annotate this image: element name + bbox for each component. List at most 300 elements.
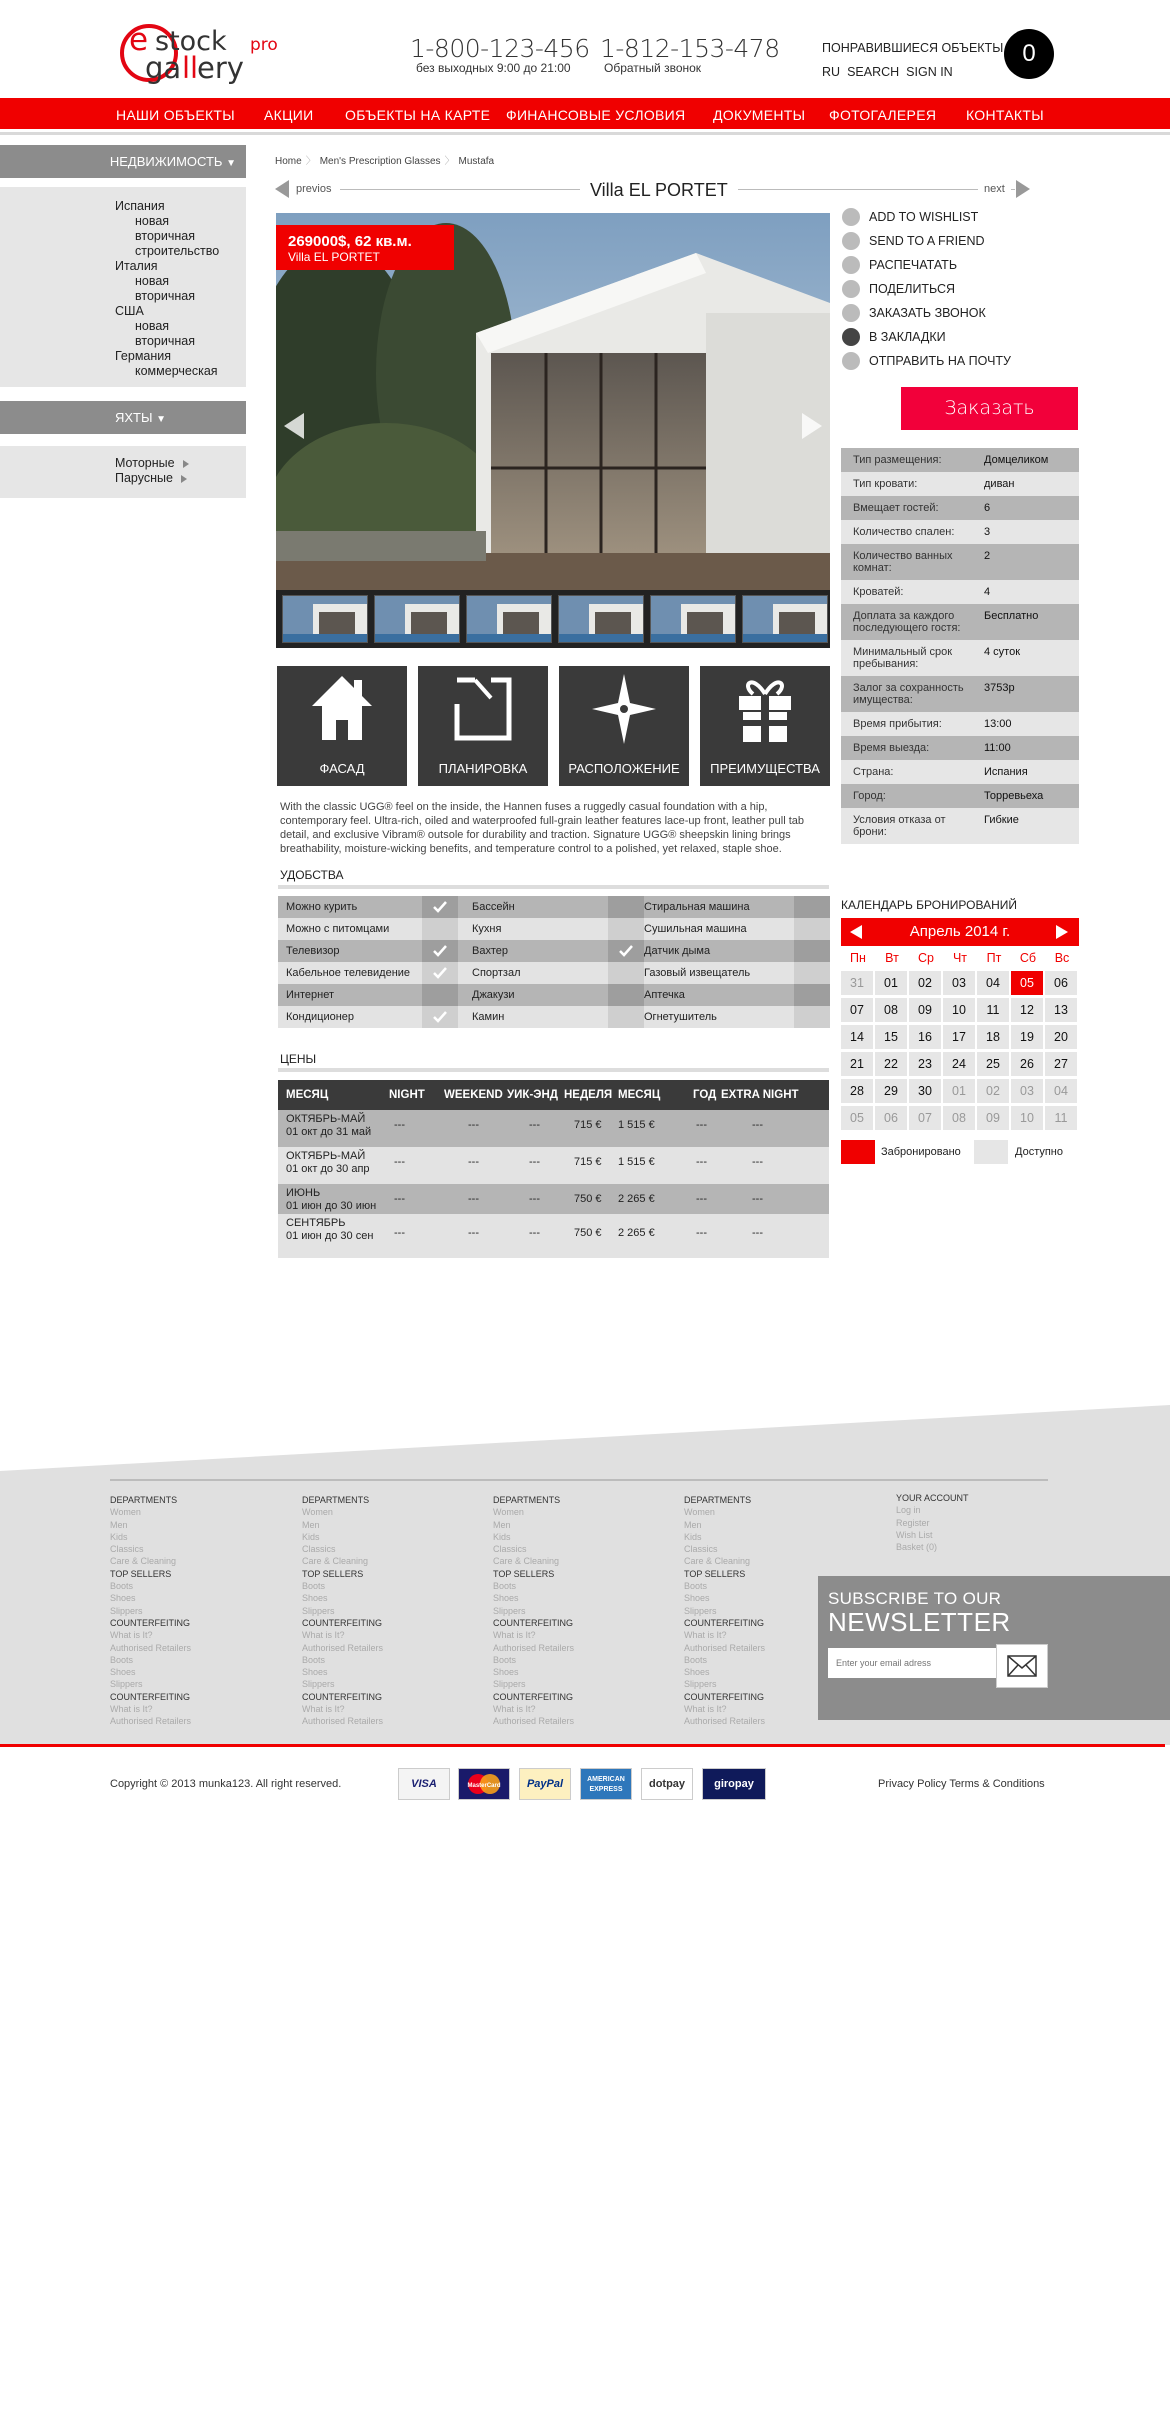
sidebar-item[interactable]: вторичная xyxy=(135,229,195,243)
footer-link[interactable]: Care & Cleaning xyxy=(302,1556,369,1567)
visa-icon: VISA xyxy=(398,1768,450,1800)
signin-link[interactable]: SIGN IN xyxy=(906,65,953,79)
amenity-checkbox[interactable] xyxy=(794,962,830,984)
footer-link[interactable]: Boots xyxy=(493,1654,517,1665)
footer-link[interactable]: Boots xyxy=(684,1654,708,1665)
property-value: 2 xyxy=(984,550,991,562)
footer-link[interactable]: Classics xyxy=(110,1544,144,1555)
price-cell-week: 750 € xyxy=(574,1193,602,1205)
printer-icon xyxy=(842,256,860,274)
calendar-day[interactable]: 03 xyxy=(1011,1079,1043,1103)
footer-link[interactable]: Kids xyxy=(684,1531,702,1542)
footer-link[interactable]: Men xyxy=(302,1519,320,1530)
property-value: 4 xyxy=(984,586,991,598)
footer-link[interactable]: Care & Cleaning xyxy=(684,1556,751,1567)
calendar-day[interactable]: 19 xyxy=(1011,1025,1043,1049)
calendar-day[interactable]: 28 xyxy=(841,1079,873,1103)
price-dates: 01 окт до 31 май xyxy=(286,1126,372,1138)
thumbnail[interactable] xyxy=(558,595,644,643)
breadcrumb-category[interactable]: Men's Prescription Glasses xyxy=(319,156,441,167)
footer-link[interactable]: Slippers xyxy=(684,1605,717,1616)
calendar-day[interactable]: 15 xyxy=(875,1025,907,1049)
thumbnail[interactable] xyxy=(742,595,828,643)
print-link[interactable]: РАСПЕЧАТАТЬ xyxy=(842,256,1011,280)
amenity-checkbox[interactable] xyxy=(794,918,830,940)
amenity-label: Кондиционер xyxy=(286,1011,355,1023)
footer-heading: TOP SELLERS xyxy=(493,1568,555,1579)
property-row xyxy=(841,580,1079,604)
amenity-checkbox[interactable] xyxy=(422,896,458,918)
footer-heading: DEPARTMENTS xyxy=(493,1495,561,1505)
footer-account xyxy=(896,1492,969,1553)
property-row xyxy=(841,784,1079,808)
footer-link[interactable]: Shoes xyxy=(684,1667,710,1678)
weekday-label: Вс xyxy=(1054,951,1070,965)
check-icon xyxy=(433,967,447,979)
newsletter-email-input[interactable] xyxy=(828,1648,996,1678)
price-cell-extra: --- xyxy=(752,1156,763,1168)
nav-item-gallery[interactable]: ФОТОГАЛЕРЕЯ xyxy=(829,107,937,123)
price-cell-extra: --- xyxy=(752,1227,763,1239)
triangle-down-icon: ▼ xyxy=(226,158,236,169)
amenity-label: Можно с питомцами xyxy=(286,923,390,935)
footer-link[interactable]: Basket (0) xyxy=(896,1542,938,1553)
liked-objects-link[interactable]: ПОНРАВИВШИЕСЯ ОБЪЕКТЫ xyxy=(822,41,1004,55)
amenity-checkbox[interactable] xyxy=(794,1006,830,1028)
price-dates: 01 окт до 30 апр xyxy=(286,1163,370,1175)
triangle-right-icon xyxy=(183,460,189,468)
dotpay-icon: dotpay xyxy=(641,1768,693,1800)
prev-link[interactable]: previos xyxy=(296,183,337,195)
footer-link[interactable]: Boots xyxy=(684,1581,708,1592)
next-arrow-icon[interactable] xyxy=(1016,180,1030,198)
calendar-day[interactable]: 08 xyxy=(875,998,907,1022)
footer-heading: COUNTERFEITING xyxy=(110,1691,190,1702)
footer-link[interactable]: Slippers xyxy=(302,1605,335,1616)
price-cell-week: 750 € xyxy=(574,1227,602,1239)
footer-column xyxy=(684,1494,765,1728)
nav-item-documents[interactable]: ДОКУМЕНТЫ xyxy=(713,107,806,123)
properties-table xyxy=(841,448,1079,844)
send-to-friend-link[interactable]: SEND TO A FRIEND xyxy=(842,232,1011,256)
property-row xyxy=(841,520,1079,544)
booked-swatch xyxy=(841,1140,875,1164)
price-dates: 01 июн до 30 сен xyxy=(286,1230,374,1242)
sidebar-item[interactable]: новая xyxy=(135,319,170,333)
footer-link[interactable]: Boots xyxy=(302,1581,326,1592)
calendar-day[interactable]: 17 xyxy=(943,1025,975,1049)
price-month: ОКТЯБРЬ-МАЙ xyxy=(286,1113,366,1125)
footer-heading: COUNTERFEITING xyxy=(110,1617,190,1628)
calendar-day[interactable]: 09 xyxy=(977,1106,1009,1130)
gallery-next-icon[interactable] xyxy=(802,413,822,439)
property-key: Условия отказа от брони: xyxy=(853,814,946,838)
footer-heading: COUNTERFEITING xyxy=(302,1691,382,1702)
price-cell-weekend: --- xyxy=(468,1119,479,1131)
check-icon xyxy=(433,901,447,913)
calendar-legend xyxy=(841,1140,1081,1166)
compass-icon xyxy=(592,674,656,744)
property-key: Вмещает гостей: xyxy=(853,502,939,514)
lang-switch[interactable]: RU xyxy=(822,65,841,79)
nav-item-contacts[interactable]: КОНТАКТЫ xyxy=(966,107,1044,123)
giropay-icon: giropay xyxy=(702,1768,766,1800)
calendar-day[interactable]: 02 xyxy=(909,971,941,995)
phone-1-note: без выходных 9:00 до 21:00 xyxy=(416,61,571,75)
policy-links[interactable]: Privacy Policy Terms & Conditions xyxy=(878,1778,1045,1790)
price-cell-extra: --- xyxy=(752,1119,763,1131)
send-email-link[interactable]: ОТПРАВИТЬ НА ПОЧТУ xyxy=(842,352,1011,376)
footer-link[interactable]: Authorised Retailers xyxy=(110,1716,192,1727)
sidebar-item[interactable]: Германия xyxy=(115,349,172,363)
footer-heading: DEPARTMENTS xyxy=(684,1495,752,1505)
logo-text-top: stock xyxy=(155,26,227,57)
footer-link[interactable]: Men xyxy=(110,1519,128,1530)
price-row xyxy=(278,1110,829,1147)
footer-link[interactable]: Kids xyxy=(302,1531,320,1542)
amenity-checkbox[interactable] xyxy=(422,962,458,984)
footer-link[interactable]: What is It? xyxy=(493,1630,536,1641)
property-key: Кроватей: xyxy=(853,586,904,598)
amenity-checkbox[interactable] xyxy=(422,1006,458,1028)
property-row xyxy=(841,712,1079,736)
price-row xyxy=(278,1214,829,1258)
amenity-checkbox[interactable] xyxy=(422,940,458,962)
footer-link[interactable]: Authorised Retailers xyxy=(110,1642,192,1653)
sidebar-item[interactable]: новая xyxy=(135,274,170,288)
property-value: 11:00 xyxy=(984,742,1011,754)
footer-link[interactable]: Slippers xyxy=(493,1605,526,1616)
phone-1[interactable]: 1-800-123-456 xyxy=(410,34,590,63)
footer-link[interactable]: What is It? xyxy=(110,1630,153,1641)
calendar-day[interactable]: 01 xyxy=(875,971,907,995)
calendar-day[interactable]: 22 xyxy=(875,1052,907,1076)
calendar-day[interactable]: 30 xyxy=(909,1079,941,1103)
footer-link[interactable]: Kids xyxy=(110,1531,128,1542)
triangle-right-icon xyxy=(181,475,187,483)
footer-link[interactable]: Slippers xyxy=(493,1679,526,1690)
calendar-day[interactable]: 31 xyxy=(841,971,873,995)
gallery-prev-icon[interactable] xyxy=(284,413,304,439)
calendar-day[interactable]: 14 xyxy=(841,1025,873,1049)
prices-table xyxy=(278,1080,829,1258)
footer-link[interactable]: Classics xyxy=(302,1544,336,1555)
amenity-row xyxy=(278,896,829,918)
footer-link[interactable]: Men xyxy=(684,1519,702,1530)
prices-divider xyxy=(278,1068,829,1072)
footer-link[interactable]: Care & Cleaning xyxy=(493,1556,560,1567)
calendar-day[interactable]: 06 xyxy=(1045,971,1077,995)
sidebar-realty-header[interactable]: НЕДВИЖИМОСТЬ ▼ xyxy=(0,145,246,178)
tile-layout[interactable]: ПЛАНИРОВКА xyxy=(418,666,548,786)
footer-link[interactable]: Men xyxy=(493,1519,511,1530)
calendar-day[interactable]: 20 xyxy=(1045,1025,1077,1049)
footer-link[interactable]: What is It? xyxy=(684,1704,727,1715)
booked-label: Забронировано xyxy=(881,1146,961,1158)
price-badge xyxy=(276,225,454,270)
footer-column xyxy=(302,1494,383,1728)
footer-link[interactable]: Shoes xyxy=(493,1593,519,1604)
callback-link[interactable]: Обратный звонок xyxy=(604,61,702,75)
footer-link[interactable]: Shoes xyxy=(684,1593,710,1604)
calendar-day[interactable]: 02 xyxy=(977,1079,1009,1103)
calendar-day[interactable]: 27 xyxy=(1045,1052,1077,1076)
price-cell-night: --- xyxy=(394,1119,405,1131)
footer-link[interactable]: Wish List xyxy=(896,1529,933,1540)
weekday-label: Чт xyxy=(952,951,968,965)
thumbnail[interactable] xyxy=(374,595,460,643)
footer-link[interactable]: Women xyxy=(493,1507,524,1518)
footer-link[interactable]: Care & Cleaning xyxy=(110,1556,177,1567)
footer-link[interactable]: Slippers xyxy=(110,1679,143,1690)
price-cell-month: 1 515 € xyxy=(618,1119,655,1131)
amex-icon: AMERICAN EXPRESS xyxy=(580,1768,632,1800)
sidebar-item[interactable]: вторичная xyxy=(135,289,195,303)
footer-link[interactable]: Authorised Retailers xyxy=(302,1642,384,1653)
amenity-label: Можно курить xyxy=(286,901,358,913)
price-cell-year: --- xyxy=(696,1119,707,1131)
footer-link[interactable]: Kids xyxy=(493,1531,511,1542)
footer-link[interactable]: Shoes xyxy=(493,1667,519,1678)
calendar-day[interactable]: 21 xyxy=(841,1052,873,1076)
phone-2[interactable]: 1-812-153-478 xyxy=(600,34,780,63)
footer-link[interactable]: Register xyxy=(896,1517,930,1528)
available-swatch xyxy=(974,1140,1008,1164)
envelope-icon xyxy=(997,1645,1047,1687)
price-cell-extra: --- xyxy=(752,1193,763,1205)
footer-heading: COUNTERFEITING xyxy=(302,1617,382,1628)
amenity-label: Газовый извещатель xyxy=(644,967,751,979)
property-key: Страна: xyxy=(853,766,894,778)
footer-link[interactable]: Boots xyxy=(110,1654,134,1665)
prices-title: ЦЕНЫ xyxy=(280,1052,317,1066)
weekday-label: Пн xyxy=(850,951,866,965)
property-key: Залог за сохранность имущества: xyxy=(853,682,964,706)
calendar-day[interactable]: 13 xyxy=(1045,998,1077,1022)
weekday-label: Сб xyxy=(1019,951,1037,965)
footer-link[interactable]: Women xyxy=(684,1507,715,1518)
price-cell-weekend: --- xyxy=(468,1227,479,1239)
footer-link[interactable]: Shoes xyxy=(302,1667,328,1678)
description: With the classic UGG® feel on the inside, the Hannen fuses a ruggedly casual foundation with a hip, contemporary feel. Ultra-rich, oiled and waterproofed full-grain leather features lace-up front, leather pull tab detail, and exclusive Vibram® outsole for durability and traction. Signature UGG® sheepskin lining brings breathability, moisture-wicking benefits, and temperature control to a polished, yet relaxed, staple shoe. xyxy=(280,801,804,855)
price-cell-wk: --- xyxy=(529,1156,540,1168)
sidebar-item-sail[interactable]: Парусные xyxy=(115,471,246,486)
footer-link[interactable]: What is It? xyxy=(302,1704,345,1715)
sidebar-yachts-header[interactable]: ЯХТЫ ▼ xyxy=(0,401,246,434)
calendar-day[interactable]: 12 xyxy=(1011,998,1043,1022)
calendar-day[interactable]: 26 xyxy=(1011,1052,1043,1076)
order-call-link[interactable]: ЗАКАЗАТЬ ЗВОНОК xyxy=(842,304,1011,328)
amenity-row xyxy=(278,918,829,940)
sidebar-item[interactable]: Италия xyxy=(115,259,158,273)
price-cell-month: 2 265 € xyxy=(618,1193,655,1205)
calendar-day[interactable]: 08 xyxy=(943,1106,975,1130)
prices-header-row: МЕСЯЦ NIGHT WEEKEND УИК-ЭНД НЕДЕЛЯ МЕСЯЦ ГОД EXTRA NIGHT xyxy=(278,1080,829,1110)
footer-link[interactable]: What is It? xyxy=(110,1704,153,1715)
footer-link[interactable]: Shoes xyxy=(302,1593,328,1604)
footer-link[interactable]: Authorised Retailers xyxy=(684,1642,766,1653)
footer-heading: TOP SELLERS xyxy=(684,1568,746,1579)
calendar-day[interactable]: 24 xyxy=(943,1052,975,1076)
svg-text:pro: pro xyxy=(250,35,278,55)
footer-link[interactable]: Classics xyxy=(493,1544,527,1555)
cart-counter[interactable]: 0 xyxy=(1004,29,1054,79)
price-cell-night: --- xyxy=(394,1227,405,1239)
footer-heading: COUNTERFEITING xyxy=(493,1691,573,1702)
tile-advantages[interactable]: ПРЕИМУЩЕСТВА xyxy=(700,666,830,786)
footer-link[interactable]: Slippers xyxy=(302,1679,335,1690)
amenity-label: Аптечка xyxy=(644,989,685,1001)
calendar-day[interactable]: 03 xyxy=(943,971,975,995)
footer-link[interactable]: Boots xyxy=(493,1581,517,1592)
sidebar-item-motor[interactable]: Моторные xyxy=(115,456,246,471)
footer-link[interactable]: Slippers xyxy=(110,1605,143,1616)
calendar-day[interactable]: 10 xyxy=(1011,1106,1043,1130)
footer-link[interactable]: What is It? xyxy=(684,1630,727,1641)
footer-heading: DEPARTMENTS xyxy=(302,1495,370,1505)
calendar-day[interactable]: 11 xyxy=(1045,1106,1077,1130)
nav-item-finance[interactable]: ФИНАНСОВЫЕ УСЛОВИЯ xyxy=(506,107,686,123)
nav-item-sales[interactable]: АКЦИИ xyxy=(264,107,314,123)
amenity-checkbox[interactable] xyxy=(794,896,830,918)
next-link[interactable]: next xyxy=(978,183,1011,195)
amenity-checkbox[interactable] xyxy=(422,918,458,940)
amenities-divider xyxy=(278,885,829,889)
amenity-label: Кабельное телевидение xyxy=(286,967,411,979)
calendar-day[interactable]: 04 xyxy=(977,971,1009,995)
weekday-label: Пт xyxy=(986,951,1002,965)
price-villa-name: Villa EL PORTET xyxy=(288,250,380,264)
sidebar-item[interactable]: вторичная xyxy=(135,334,195,348)
footer-column xyxy=(493,1494,574,1728)
footer-link[interactable]: Authorised Retailers xyxy=(302,1716,384,1727)
sidebar-item[interactable]: Испания xyxy=(115,199,165,213)
calendar-next-icon[interactable] xyxy=(1056,925,1068,939)
bookmark-link[interactable]: В ЗАКЛАДКИ xyxy=(842,328,1011,352)
newsletter-title: NEWSLETTER xyxy=(828,1607,1011,1637)
amenity-checkbox[interactable] xyxy=(794,940,830,962)
thumbnail[interactable] xyxy=(282,595,368,643)
footer-heading: COUNTERFEITING xyxy=(684,1691,764,1702)
footer-link[interactable]: What is It? xyxy=(493,1704,536,1715)
footer-link[interactable]: Authorised Retailers xyxy=(493,1716,575,1727)
breadcrumb-home[interactable]: Home xyxy=(275,156,302,167)
calendar-day[interactable]: 07 xyxy=(841,998,873,1022)
calendar-title: КАЛЕНДАРЬ БРОНИРОВАНИЙ xyxy=(841,898,1017,912)
calendar-day[interactable]: 01 xyxy=(943,1079,975,1103)
calendar-day[interactable]: 05 xyxy=(841,1106,873,1130)
property-key: Количество ванных комнат: xyxy=(853,550,953,574)
nav-item-map[interactable]: ОБЪЕКТЫ НА КАРТЕ xyxy=(345,107,491,123)
amenity-checkbox[interactable] xyxy=(422,984,458,1006)
calendar-day[interactable]: 06 xyxy=(875,1106,907,1130)
calendar-day[interactable]: 25 xyxy=(977,1052,1009,1076)
calendar-day[interactable]: 11 xyxy=(977,998,1009,1022)
price-value: 269000$, 62 кв.м. xyxy=(288,233,412,250)
tile-facade[interactable]: ФАСАД xyxy=(277,666,407,786)
footer-link[interactable]: Shoes xyxy=(110,1667,136,1678)
available-label: Доступно xyxy=(1015,1146,1064,1158)
footer-link[interactable]: Shoes xyxy=(110,1593,136,1604)
price-cell-wk: --- xyxy=(529,1227,540,1239)
amenity-label: Вахтер xyxy=(472,945,508,957)
sidebar-item[interactable]: новая xyxy=(135,214,170,228)
triangle-down-icon: ▼ xyxy=(156,414,167,425)
price-cell-wk: --- xyxy=(529,1193,540,1205)
main-nav xyxy=(0,98,1170,132)
price-row xyxy=(278,1184,829,1214)
calendar-day[interactable]: 23 xyxy=(909,1052,941,1076)
sidebar-item[interactable]: коммерческая xyxy=(135,364,218,378)
calendar-prev-icon[interactable] xyxy=(850,925,862,939)
amenity-checkbox[interactable] xyxy=(794,984,830,1006)
property-value: Домцеликом xyxy=(984,454,1049,466)
amenity-label: Спортзал xyxy=(472,967,521,979)
amenities-title: УДОБСТВА xyxy=(280,868,344,882)
footer-link[interactable]: Boots xyxy=(302,1654,326,1665)
footer-link[interactable]: Authorised Retailers xyxy=(493,1642,575,1653)
property-key: Тип размещения: xyxy=(853,454,942,466)
calendar-day[interactable]: 18 xyxy=(977,1025,1009,1049)
share-link[interactable]: ПОДЕЛИТЬСЯ xyxy=(842,280,1011,304)
footer-link[interactable]: Slippers xyxy=(684,1679,717,1690)
amenity-label: Датчик дыма xyxy=(644,945,711,957)
calendar-day[interactable]: 04 xyxy=(1045,1079,1077,1103)
property-key: Тип кровати: xyxy=(853,478,918,490)
weekday-label: Ср xyxy=(918,951,934,965)
footer-link[interactable]: Women xyxy=(302,1507,333,1518)
tile-location[interactable]: РАСПОЛОЖЕНИЕ xyxy=(559,666,689,786)
nav-item-objects[interactable]: НАШИ ОБЪЕКТЫ xyxy=(116,107,235,123)
footer-link[interactable]: Boots xyxy=(110,1581,134,1592)
footer-divider xyxy=(0,1744,1165,1747)
calendar-day[interactable]: 16 xyxy=(909,1025,941,1049)
add-to-wishlist-link[interactable]: ADD TO WISHLIST xyxy=(842,208,1011,232)
thumbnail[interactable] xyxy=(650,595,736,643)
calendar-day[interactable]: 29 xyxy=(875,1079,907,1103)
footer-link[interactable]: Classics xyxy=(684,1544,718,1555)
footer-link[interactable]: What is It? xyxy=(302,1630,345,1641)
sidebar-item[interactable]: США xyxy=(115,304,144,318)
price-cell-year: --- xyxy=(696,1156,707,1168)
search-link[interactable]: SEARCH xyxy=(847,65,900,79)
calendar-day[interactable]: 07 xyxy=(909,1106,941,1130)
price-cell-week: 715 € xyxy=(574,1119,602,1131)
actions-list xyxy=(842,208,1011,376)
newsletter-submit-button[interactable] xyxy=(996,1644,1048,1688)
footer-link[interactable]: Authorised Retailers xyxy=(684,1716,766,1727)
house-icon xyxy=(310,674,374,744)
site-logo[interactable] xyxy=(115,20,305,90)
thumbnail[interactable] xyxy=(466,595,552,643)
footer-link[interactable]: Log in xyxy=(896,1505,921,1516)
price-cell-weekend: --- xyxy=(468,1193,479,1205)
svg-text:ll: ll xyxy=(182,51,199,85)
plus-icon xyxy=(842,208,860,226)
prev-arrow-icon[interactable] xyxy=(275,180,289,198)
property-value: диван xyxy=(984,478,1015,490)
calendar-day[interactable]: 10 xyxy=(943,998,975,1022)
calendar-day[interactable]: 09 xyxy=(909,998,941,1022)
property-row xyxy=(841,808,1079,844)
property-row xyxy=(841,676,1079,712)
calendar-day[interactable]: 05 xyxy=(1011,971,1043,995)
footer-link[interactable]: Women xyxy=(110,1507,141,1518)
property-value: Бесплатно xyxy=(984,610,1039,622)
order-button[interactable]: Заказать xyxy=(901,387,1078,430)
sidebar-item[interactable]: строительство xyxy=(135,244,220,258)
price-cell-night: --- xyxy=(394,1193,405,1205)
